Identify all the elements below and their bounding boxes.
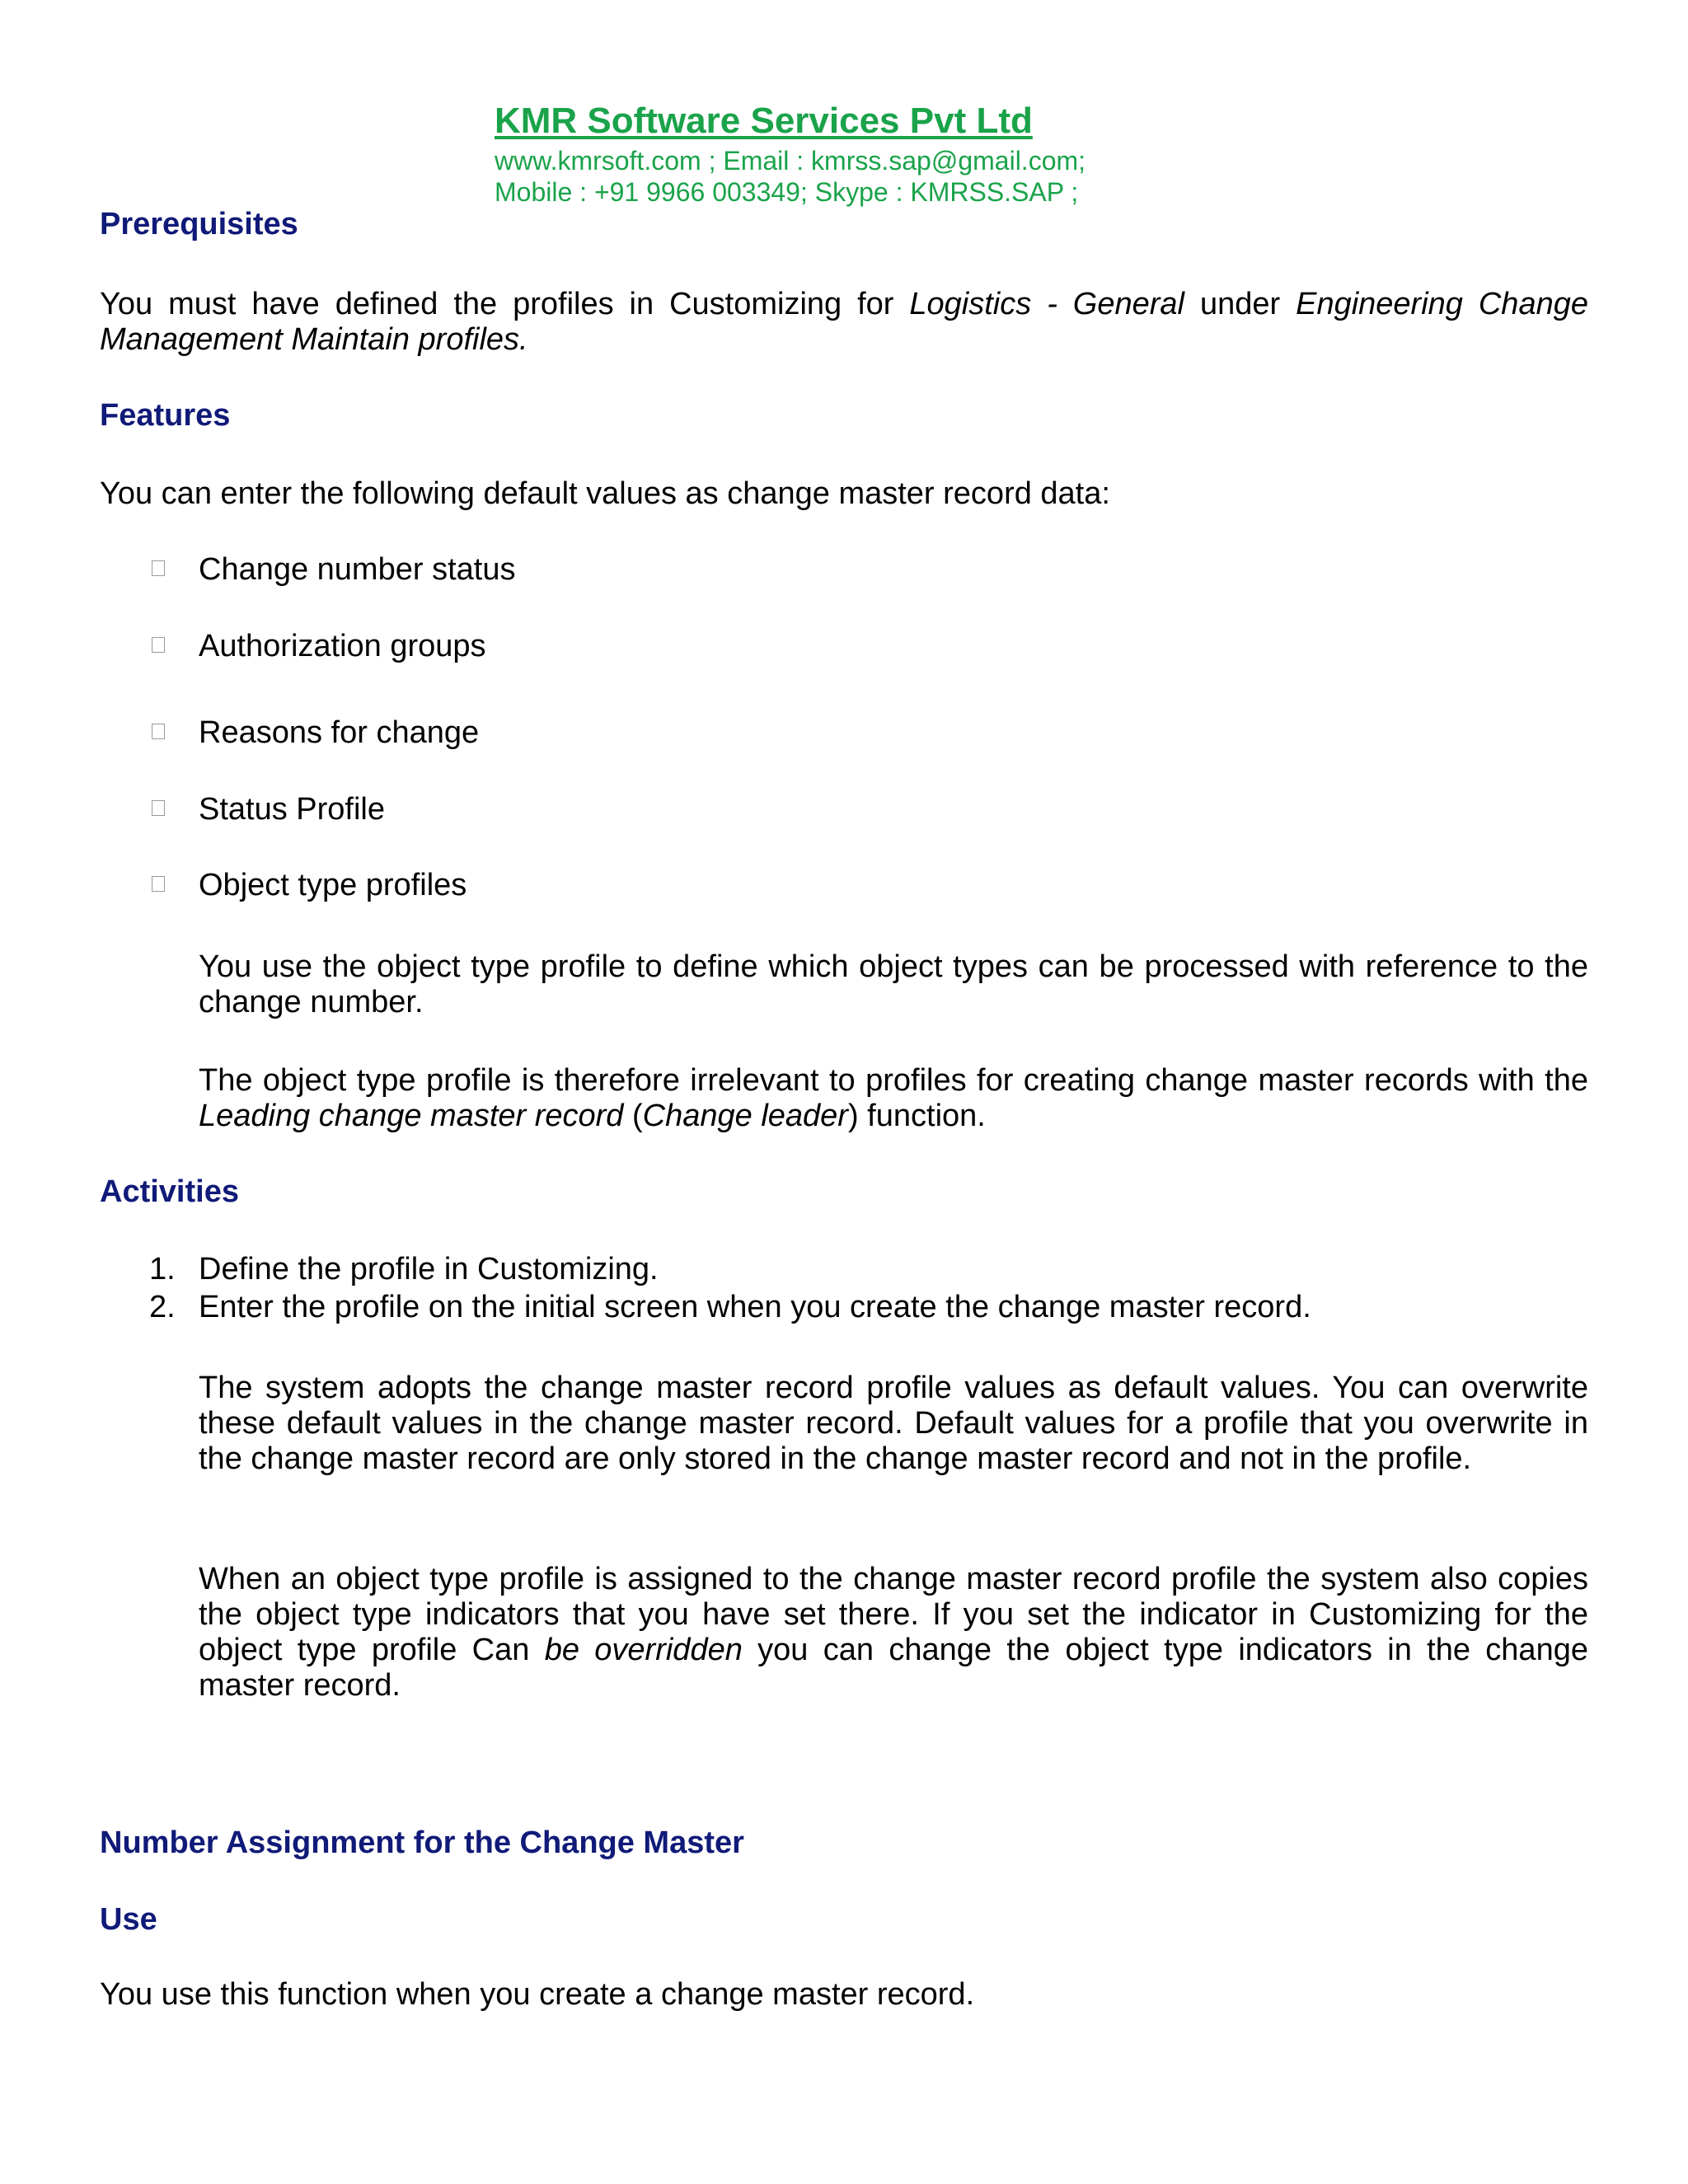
feature-bullet-5 (100, 866, 1588, 904)
activity-step-1 (100, 1250, 1588, 1288)
step-number: 1. (149, 1252, 176, 1286)
feature-bullet-text: Authorization groups (199, 629, 486, 663)
change-leader-italic-leader: Change leader (642, 1099, 848, 1133)
change-leader-text-after: ) function. (847, 1099, 986, 1133)
bullet-box-icon (152, 724, 165, 739)
heading-activities: Activities (100, 1174, 239, 1209)
heading-number-assignment: Number Assignment for the Change Master (100, 1825, 744, 1860)
prerequisites-italic-ecm: Engineering Change Management Maintain profiles. (100, 287, 1588, 357)
prerequisites-text-before: You must have defined the profiles in Customizing for (100, 287, 910, 321)
change-leader-text-paren: ( (623, 1099, 643, 1133)
indicators-text-before: When an object type profile is assigned to the change master record profile the system also copies the object type indicators that you have set there. If you set the indicator in Customizing for the object type profile Can (199, 1562, 1588, 1667)
bullet-box-icon (152, 876, 165, 892)
heading-prerequisites: Prerequisites (100, 207, 298, 241)
bullet-box-icon (152, 637, 165, 653)
company-name: KMR Software Services Pvt Ltd (495, 101, 1033, 141)
feature-bullet-text: Change number status (199, 552, 516, 587)
change-leader-text-before: The object type profile is therefore irrelevant to profiles for creating change master records with the (199, 1063, 1588, 1098)
features-intro: You can enter the following default values as change master record data: (100, 476, 1110, 511)
bullet-box-icon (152, 800, 165, 816)
step-text: Enter the profile on the initial screen when you create the change master record. (199, 1290, 1311, 1324)
object-type-profile-paragraph: You use the object type profile to define which object types can be processed with reference to the change number. (199, 949, 1588, 1019)
heading-features: Features (100, 398, 231, 433)
contact-line-web-email: www.kmrsoft.com ; Email : kmrss.sap@gmail.com; (495, 146, 1086, 176)
indicators-text-after: you can change the object type indicators in the change master record. (199, 1633, 1588, 1703)
prerequisites-paragraph (100, 287, 1588, 358)
use-paragraph: You use this function when you create a change master record. (100, 1977, 975, 2012)
heading-use: Use (100, 1902, 157, 1937)
feature-bullet-2 (100, 627, 1588, 665)
default-values-paragraph: The system adopts the change master record profile values as default values. You can overwrite these default values in the change master record. Default values for a profile that you overwrite in the change master record are only stored in the change master record and not in the profile. (199, 1371, 1588, 1476)
feature-bullet-4 (100, 790, 1588, 828)
bullet-box-icon (152, 560, 165, 576)
change-leader-paragraph (199, 1063, 1588, 1134)
indicators-italic-overridden: be overridden (544, 1633, 743, 1667)
prerequisites-italic-logistics: Logistics - General (909, 287, 1184, 321)
change-leader-italic-record: Leading change master record (199, 1099, 624, 1133)
prerequisites-text-middle: under (1184, 287, 1296, 321)
step-number: 2. (149, 1290, 176, 1324)
feature-bullet-text: Object type profiles (199, 868, 467, 902)
feature-bullet-text: Reasons for change (199, 715, 480, 750)
feature-bullet-3 (100, 714, 1588, 752)
contact-line-mobile-skype: Mobile : +91 9966 003349; Skype : KMRSS.SAP ; (495, 177, 1079, 207)
object-type-indicators-paragraph (199, 1562, 1588, 1704)
company-header (495, 97, 1236, 208)
step-text: Define the profile in Customizing. (199, 1252, 659, 1286)
feature-bullet-1 (100, 551, 1588, 588)
feature-bullet-text: Status Profile (199, 792, 385, 827)
activity-step-2 (100, 1288, 1588, 1326)
